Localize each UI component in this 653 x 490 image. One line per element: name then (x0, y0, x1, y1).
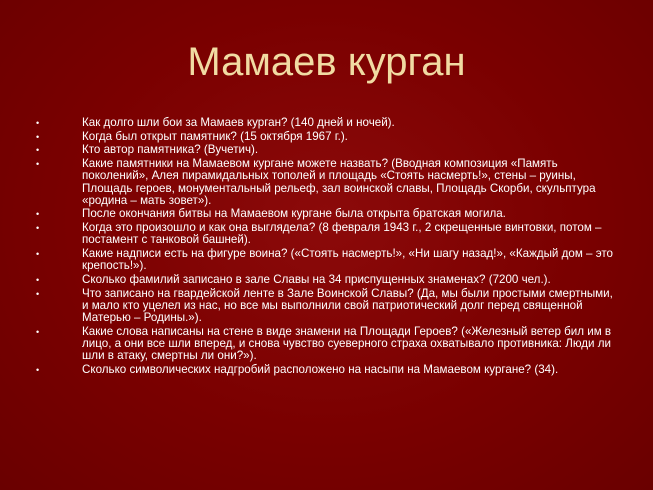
bullet-icon: • (36, 249, 40, 260)
bullet-icon: • (36, 159, 40, 170)
bullet-icon: • (36, 364, 40, 375)
list-item (36, 288, 616, 325)
list-item-text: Сколько символических надгробий расположено на насыпи на Мамаевом кургане? (34). (82, 362, 559, 376)
list-item (36, 248, 616, 272)
bullet-icon: • (36, 288, 40, 299)
list-item (36, 326, 616, 363)
list-item-text: Сколько фамилий записано в зале Славы на 34 приспущенных знаменах? (7200 чел.). (82, 272, 551, 286)
list-item (36, 117, 616, 129)
list-item-text: Какие слова написаны на стене в виде знамени на Площади Героев? («Железный ветер бил им в лицо, а они все шли вперед, и снова чувство суеверного страха охватывало противника: Люди ли шли в атаку, смертны ли они?»). (82, 324, 612, 363)
bullet-icon: • (36, 145, 40, 156)
list-item-text: Когда был открыт памятник? (15 октября 1967 г.). (82, 129, 348, 143)
bullet-icon: • (36, 326, 40, 337)
list-item (36, 208, 616, 220)
bullet-icon: • (36, 118, 40, 128)
list-item (36, 158, 616, 207)
list-item (36, 144, 616, 156)
list-item-text: Что записано на гвардейской ленте в Зале Воинской Славы? (Да, мы были простыми смертными, и мало кто уцелел из нас, но все мы выполнили свой патриотический долг перед священной Матерью – Родины.»). (82, 286, 613, 325)
question-list (36, 117, 616, 378)
bullet-icon: • (36, 131, 40, 142)
bullet-icon: • (36, 223, 40, 234)
bullet-icon: • (36, 274, 40, 285)
list-item-text: Кто автор памятника? (Вучетич). (82, 143, 259, 157)
list-item (36, 131, 616, 143)
list-item-text: Как долго шли бои за Мамаев курган? (140 дней и ночей). (82, 116, 395, 129)
list-item (36, 364, 616, 376)
list-item (36, 274, 616, 286)
slide-title: Мамаев курган (187, 40, 466, 84)
list-item (36, 222, 616, 246)
list-item-text: После окончания битвы на Мамаевом кургане была открыта братская могила. (82, 207, 506, 221)
list-item-text: Когда это произошло и как она выглядела? (8 февраля 1943 г., 2 скрещенные винтовки, потом – постамент с танковой башней). (82, 221, 602, 247)
list-item-text: Какие надписи есть на фигуре воина? («Стоять насмерть!», «Ни шагу назад!», «Каждый дом – это крепость!»). (82, 247, 613, 273)
bullet-icon: • (36, 209, 40, 220)
list-item-text: Какие памятники на Мамаевом кургане можете назвать? (Вводная композиция «Память поколений», Алея пирамидальных тополей и площадь «Стоять насмерть!», стены – руины, Площадь героев, монументальный рельеф, зал воинской славы, Площадь Скорби, скульптура «родина – мать зовет»). (82, 157, 596, 207)
